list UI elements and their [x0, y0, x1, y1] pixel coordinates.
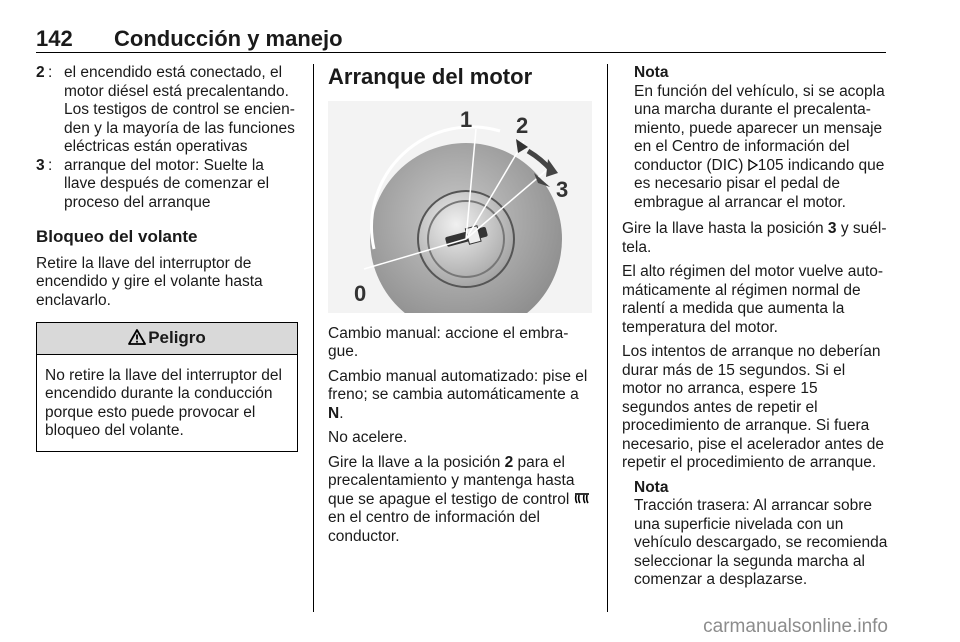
warning-box	[36, 322, 298, 452]
note-label: Nota	[634, 64, 669, 81]
item-number: 2	[36, 64, 45, 81]
paragraph-text: Cambio manual automatizado: pise el freno; se cambia automáticamente a	[328, 367, 588, 403]
glow-plug-icon	[574, 493, 590, 505]
watermark: carmanualsonline.info	[703, 616, 888, 637]
paragraph	[328, 454, 592, 547]
paragraph: Cambio manual: accione el embrague.	[328, 324, 569, 360]
subheading: Bloqueo del volante	[36, 227, 198, 246]
note-text: En función del vehículo, si se acopla una marcha durante el precalentamiento, puede aparecer un mensaje en el Centro de información del conductor (DIC)	[634, 82, 885, 174]
paragraph: Los intentos de arranque no deberían durar más de 15 segundos. Si el motor no arranca, espere 15 segundos antes de repetir el procedimiento de arranque. Si fuera necesario, pise el acelerador antes de repetir el procedimiento de arranque.	[622, 343, 884, 471]
item-colon: :	[48, 156, 53, 174]
position-label-3: 3	[556, 176, 569, 202]
section-title: Arranque del motor	[328, 64, 533, 89]
column-divider	[607, 64, 608, 612]
warning-text: No retire la llave del interruptor del encendido durante la conducción porque esto puede provocar el bloqueo del volante.	[45, 366, 282, 439]
paragraph-text: Gire la llave a la posición	[328, 453, 505, 471]
list-item	[36, 64, 298, 157]
paragraph-text: Gire la llave hasta la posición	[622, 220, 828, 237]
item-text: arranque del motor: Suelte la llave después de comenzar el proceso del arranque	[64, 156, 270, 211]
warning-header	[37, 323, 297, 355]
warning-triangle-icon	[128, 329, 146, 345]
page-number: 142	[36, 26, 73, 51]
ignition-illustration	[328, 101, 592, 313]
paragraph	[328, 368, 592, 424]
note-box	[622, 479, 888, 590]
ignition-switch-figure	[328, 101, 592, 313]
note-label: Nota	[634, 478, 669, 496]
column-right	[622, 64, 888, 598]
position-label-2: 2	[516, 112, 529, 138]
list-item	[36, 157, 298, 213]
paragraph: El alto régimen del motor vuelve automáticamente al régimen normal de ralentí a medida que aumenta la temperatura del motor.	[622, 263, 884, 336]
paragraph-text: .	[339, 404, 344, 422]
position-number: 2	[504, 453, 514, 471]
note-text: Tracción trasera: Al arrancar sobre una superficie nivelada con un vehículo descargado, se recomienda seleccionar la segunda marcha al comenzar a desplazarse.	[634, 497, 888, 588]
item-colon: :	[48, 64, 53, 81]
paragraph: No acelere.	[328, 429, 408, 446]
position-label-0: 0	[354, 280, 367, 306]
paragraph-text: y suéltela.	[622, 220, 887, 256]
arrow-to-3-icon	[546, 159, 558, 177]
item-number: 3	[36, 156, 45, 174]
position-label-1: 1	[460, 106, 473, 132]
paragraph: Retire la llave del interruptor de encendido y gire el volante hasta enclavarlo.	[36, 254, 263, 309]
note-text: indicando que es necesario pisar el pedal de embrague al arrancar el motor.	[634, 156, 885, 211]
warning-title: Peligro	[148, 328, 206, 347]
column-left	[36, 64, 298, 452]
page-header	[36, 24, 886, 53]
paragraph	[622, 220, 888, 257]
position-number: 3	[827, 220, 837, 237]
running-title: Conducción y manejo	[114, 26, 343, 51]
item-text: el encendido está conectado, el motor diésel está precalentando. Los testigos de control se encienden y la mayoría de las funciones eléctricas están operativas	[64, 64, 295, 155]
arrow-to-2-icon	[516, 139, 528, 153]
gear-n: N	[328, 404, 340, 422]
column-divider	[313, 64, 314, 612]
paragraph-text: en el centro de información del conductor.	[328, 509, 540, 545]
column-middle	[328, 64, 592, 552]
paragraph-text: para el precalentamiento y mantenga hasta que se apague el testigo de control	[328, 453, 575, 508]
page-reference: 105	[757, 156, 784, 174]
note-box	[622, 64, 888, 212]
page-reference-arrow-icon	[748, 159, 758, 171]
